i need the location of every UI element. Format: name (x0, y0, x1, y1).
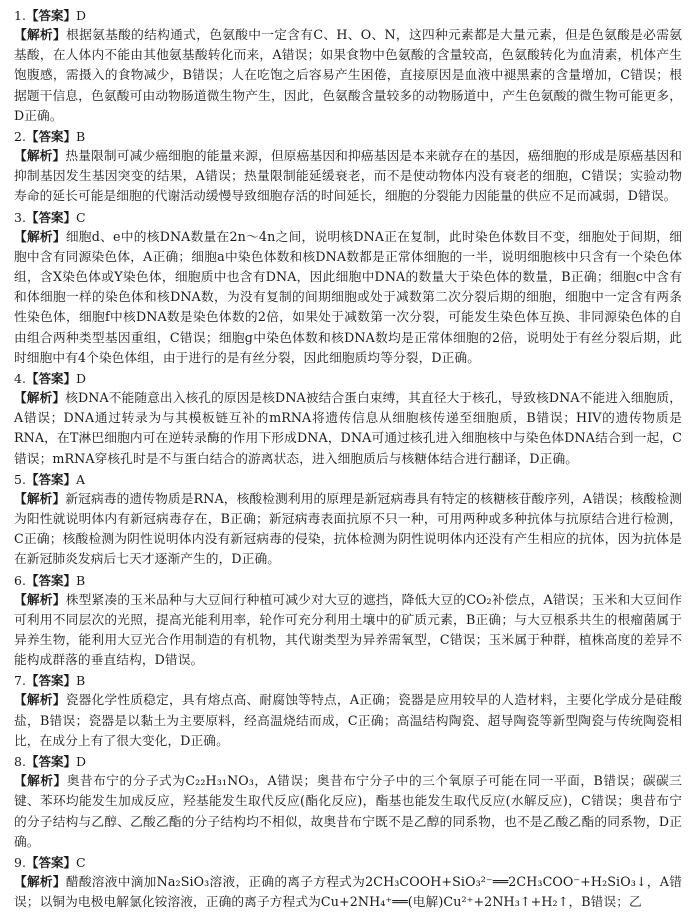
analysis-body: 瓷器化学性质稳定，具有熔点高、耐腐蚀等特点，A正确；瓷器是应用较早的人造材料，主要化学成分是硅酸盐，B错误；瓷器是以黏土为主要原料，经高温烧结而成，C正确；高温结构陶瓷、超导陶瓷等新型陶瓷与传统陶瓷相比，在成分上有了很大变化，D正确。 (14, 692, 682, 748)
answer-value: D (75, 754, 86, 770)
analysis-label: 【解析】 (14, 390, 66, 406)
question-number: 4. (14, 371, 26, 387)
answer-line (14, 571, 682, 590)
answer-label: 【答案】 (25, 129, 76, 145)
question-item (14, 571, 682, 671)
question-number: 3. (14, 209, 26, 225)
question-item (14, 470, 682, 570)
analysis-body: 热量限制可减少癌细胞的能量来源，但原癌基因和抑癌基因是本来就存在的基因，癌细胞的形成是原癌基因和抑制基因发生基因突变的结果，A错误；热量限制能延缓衰老，而不是使动物体内没有衰老的细胞，C错误；实验动物寿命的延长可能是细胞的代谢活动缓慢导致细胞存活的时间延长，细胞的分裂能力因能量的供应不足而减弱，D错误。 (14, 148, 682, 204)
analysis-text (14, 489, 682, 570)
answer-value: D (75, 8, 86, 23)
analysis-body: 株型紧凑的玉米品种与大豆间行种植可减少对大豆的遮挡，降低大豆的CO₂补偿点，A错误；玉米和大豆间作可利用不同层次的光照，提高光能利用率，轮作可充分利用土壤中的矿质元素，B正确；与大豆根系共生的根瘤菌属于异养生物，能利用大豆光合作用制造的有机物，其代谢类型为异养需氧型，C错误；玉米属于种群，植株高度的差异不能构成群落的垂直结构，D错误。 (14, 591, 682, 668)
analysis-label: 【解析】 (14, 873, 66, 889)
analysis-label: 【解析】 (14, 490, 66, 506)
answer-line (14, 127, 682, 146)
question-number: 6. (14, 572, 26, 588)
question-item (14, 6, 682, 126)
answer-value: C (75, 209, 86, 225)
analysis-text (14, 25, 682, 126)
question-item (14, 671, 682, 751)
answer-label: 【答案】 (25, 854, 76, 870)
analysis-text (14, 872, 682, 912)
answer-label: 【答案】 (25, 754, 76, 770)
question-number: 9. (14, 854, 26, 870)
analysis-body: 新冠病毒的遗传物质是RNA，核酸检测利用的原理是新冠病毒具有特定的核糖核苷酸序列，A错误；核酸检测为阳性就说明体内有新冠病毒存在，B正确；新冠病毒表面抗原不只一种，可用两种或多种抗体与抗原结合进行检测，C正确；核酸检测为阴性说明体内没有新冠病毒的侵染，抗体检测为阴性说明体内还没有产生相应的抗体，因为抗体是在新冠肺炎发病后七天才逐渐产生的，D正确。 (14, 490, 682, 567)
analysis-label: 【解析】 (14, 27, 67, 42)
answer-line (14, 6, 682, 25)
answer-line (14, 671, 682, 690)
answer-label: 【答案】 (25, 8, 76, 23)
analysis-label: 【解析】 (14, 148, 66, 164)
analysis-text (14, 227, 682, 368)
analysis-text (14, 146, 682, 207)
answer-line (14, 752, 682, 771)
question-item (14, 853, 682, 912)
answer-value: D (75, 371, 86, 387)
analysis-text (14, 388, 682, 469)
analysis-text (14, 690, 682, 751)
answer-label: 【答案】 (25, 209, 76, 225)
answer-value: B (75, 572, 86, 588)
analysis-text (14, 590, 682, 671)
analysis-body: 核DNA不能随意出入核孔的原因是核DNA被结合蛋白束缚，其直径大于核孔，导致核DNA不能进入细胞质，A错误；DNA通过转录为与其模板链互补的mRNA将遗传信息从细胞核传递至细胞质，B错误；HIV的遗传物质是RNA，在T淋巴细胞内可在逆转录酶的作用下形成DNA，DNA可通过核孔进入细胞核中与染色体DNA结合到一起，C错误；mRNA穿核孔时是不与蛋白结合的游离状态，进入细胞质后与核糖体结合进行翻译，D正确。 (14, 390, 682, 466)
answer-line (14, 369, 682, 388)
analysis-text (14, 771, 682, 852)
question-number: 7. (14, 673, 26, 689)
analysis-body: 根据氨基酸的结构通式，色氨酸中一定含有C、H、O、N，这四种元素都是大量元素，但是色氨酸是必需氨基酸，在人体内不能由其他氨基酸转化而来，A错误；如果食物中色氨酸的含量较高，色氨酸转化为血清素，机体产生饱腹感，需摄入的食物减少，B错误；人在吃饱之后容易产生困倦，直接原因是血液中褪黑素的含量增加，C错误；根据题干信息，色氨酸可由动物肠道微生物产生，因此，色氨酸含量较多的动物肠道中，产生色氨酸的微生物可能更多，D正确。 (14, 27, 682, 123)
answer-label: 【答案】 (25, 572, 76, 588)
answer-line (14, 470, 682, 489)
analysis-label: 【解析】 (14, 692, 66, 708)
question-number: 1. (14, 8, 26, 23)
answer-value: C (75, 854, 86, 870)
question-item (14, 752, 682, 852)
answer-value: A (75, 471, 85, 487)
question-item (14, 369, 682, 469)
answer-value: B (75, 673, 86, 689)
question-number: 2. (14, 129, 26, 145)
question-number: 8. (14, 754, 26, 770)
answer-line (14, 853, 682, 872)
analysis-label: 【解析】 (14, 591, 66, 607)
answer-value: B (75, 129, 86, 145)
question-number: 5. (14, 471, 26, 487)
answer-label: 【答案】 (25, 673, 76, 689)
question-item (14, 127, 682, 207)
analysis-body: 醋酸溶液中滴加Na₂SiO₃溶液，正确的离子方程式为2CH₃COOH+SiO₃²⁻══2CH₃COO⁻+H₂SiO₃↓，A错误；以铜为电极电解氯化铵溶液，正确的离子方程式为Cu+2NH₄⁺══(电解)Cu²⁺+2NH₃↑+H₂↑，B错误；乙 (14, 873, 682, 910)
analysis-label: 【解析】 (14, 773, 67, 789)
analysis-body: 细胞d、e中的核DNA数量在2n～4n之间，说明核DNA正在复制，此时染色体数目不变，细胞处于间期，细胞中含有同源染色体，A正确；细胞a中染色体数和核DNA数都是正常体细胞的一半，说明细胞核中只含有一个染色体组，含X染色体或Y染色体，细胞质中也含有DNA，因此细胞中DNA的数量大于染色体的数量，B正确；细胞c中含有和体细胞一样的染色体和核DNA数，为没有复制的间期细胞或处于减数第二次分裂后期的细胞，细胞中一定含有两条性染色体，细胞f中核DNA数是染色体数的2倍，如果处于减数第一次分裂，可能发生染色体互换、非同源染色体的自由组合两种类型基因重组，C错误；细胞g中染色体数和核DNA数均是正常体细胞的2倍，说明处于有丝分裂后期，此时细胞中有4个染色体组，由于进行的是有丝分裂，因此细胞质均等分裂，D正确。 (14, 228, 682, 365)
analysis-label: 【解析】 (14, 228, 66, 244)
answer-label: 【答案】 (25, 471, 76, 487)
analysis-body: 奥昔布宁的分子式为C₂₂H₃₁NO₃，A错误；奥昔布宁分子中的三个氧原子可能在同一平面，B错误；碳碳三键、苯环均能发生加成反应，羟基能发生取代反应(酯化反应)，酯基也能发生取代反应(水解反应)，C错误；奥昔布宁的分子结构与乙醇、乙酸乙酯的分子结构均不相似，故奥昔布宁既不是乙醇的同系物，也不是乙酸乙酯的同系物，D正确。 (14, 773, 683, 849)
answer-line (14, 208, 682, 227)
question-item (14, 208, 682, 368)
answer-label: 【答案】 (25, 371, 76, 387)
